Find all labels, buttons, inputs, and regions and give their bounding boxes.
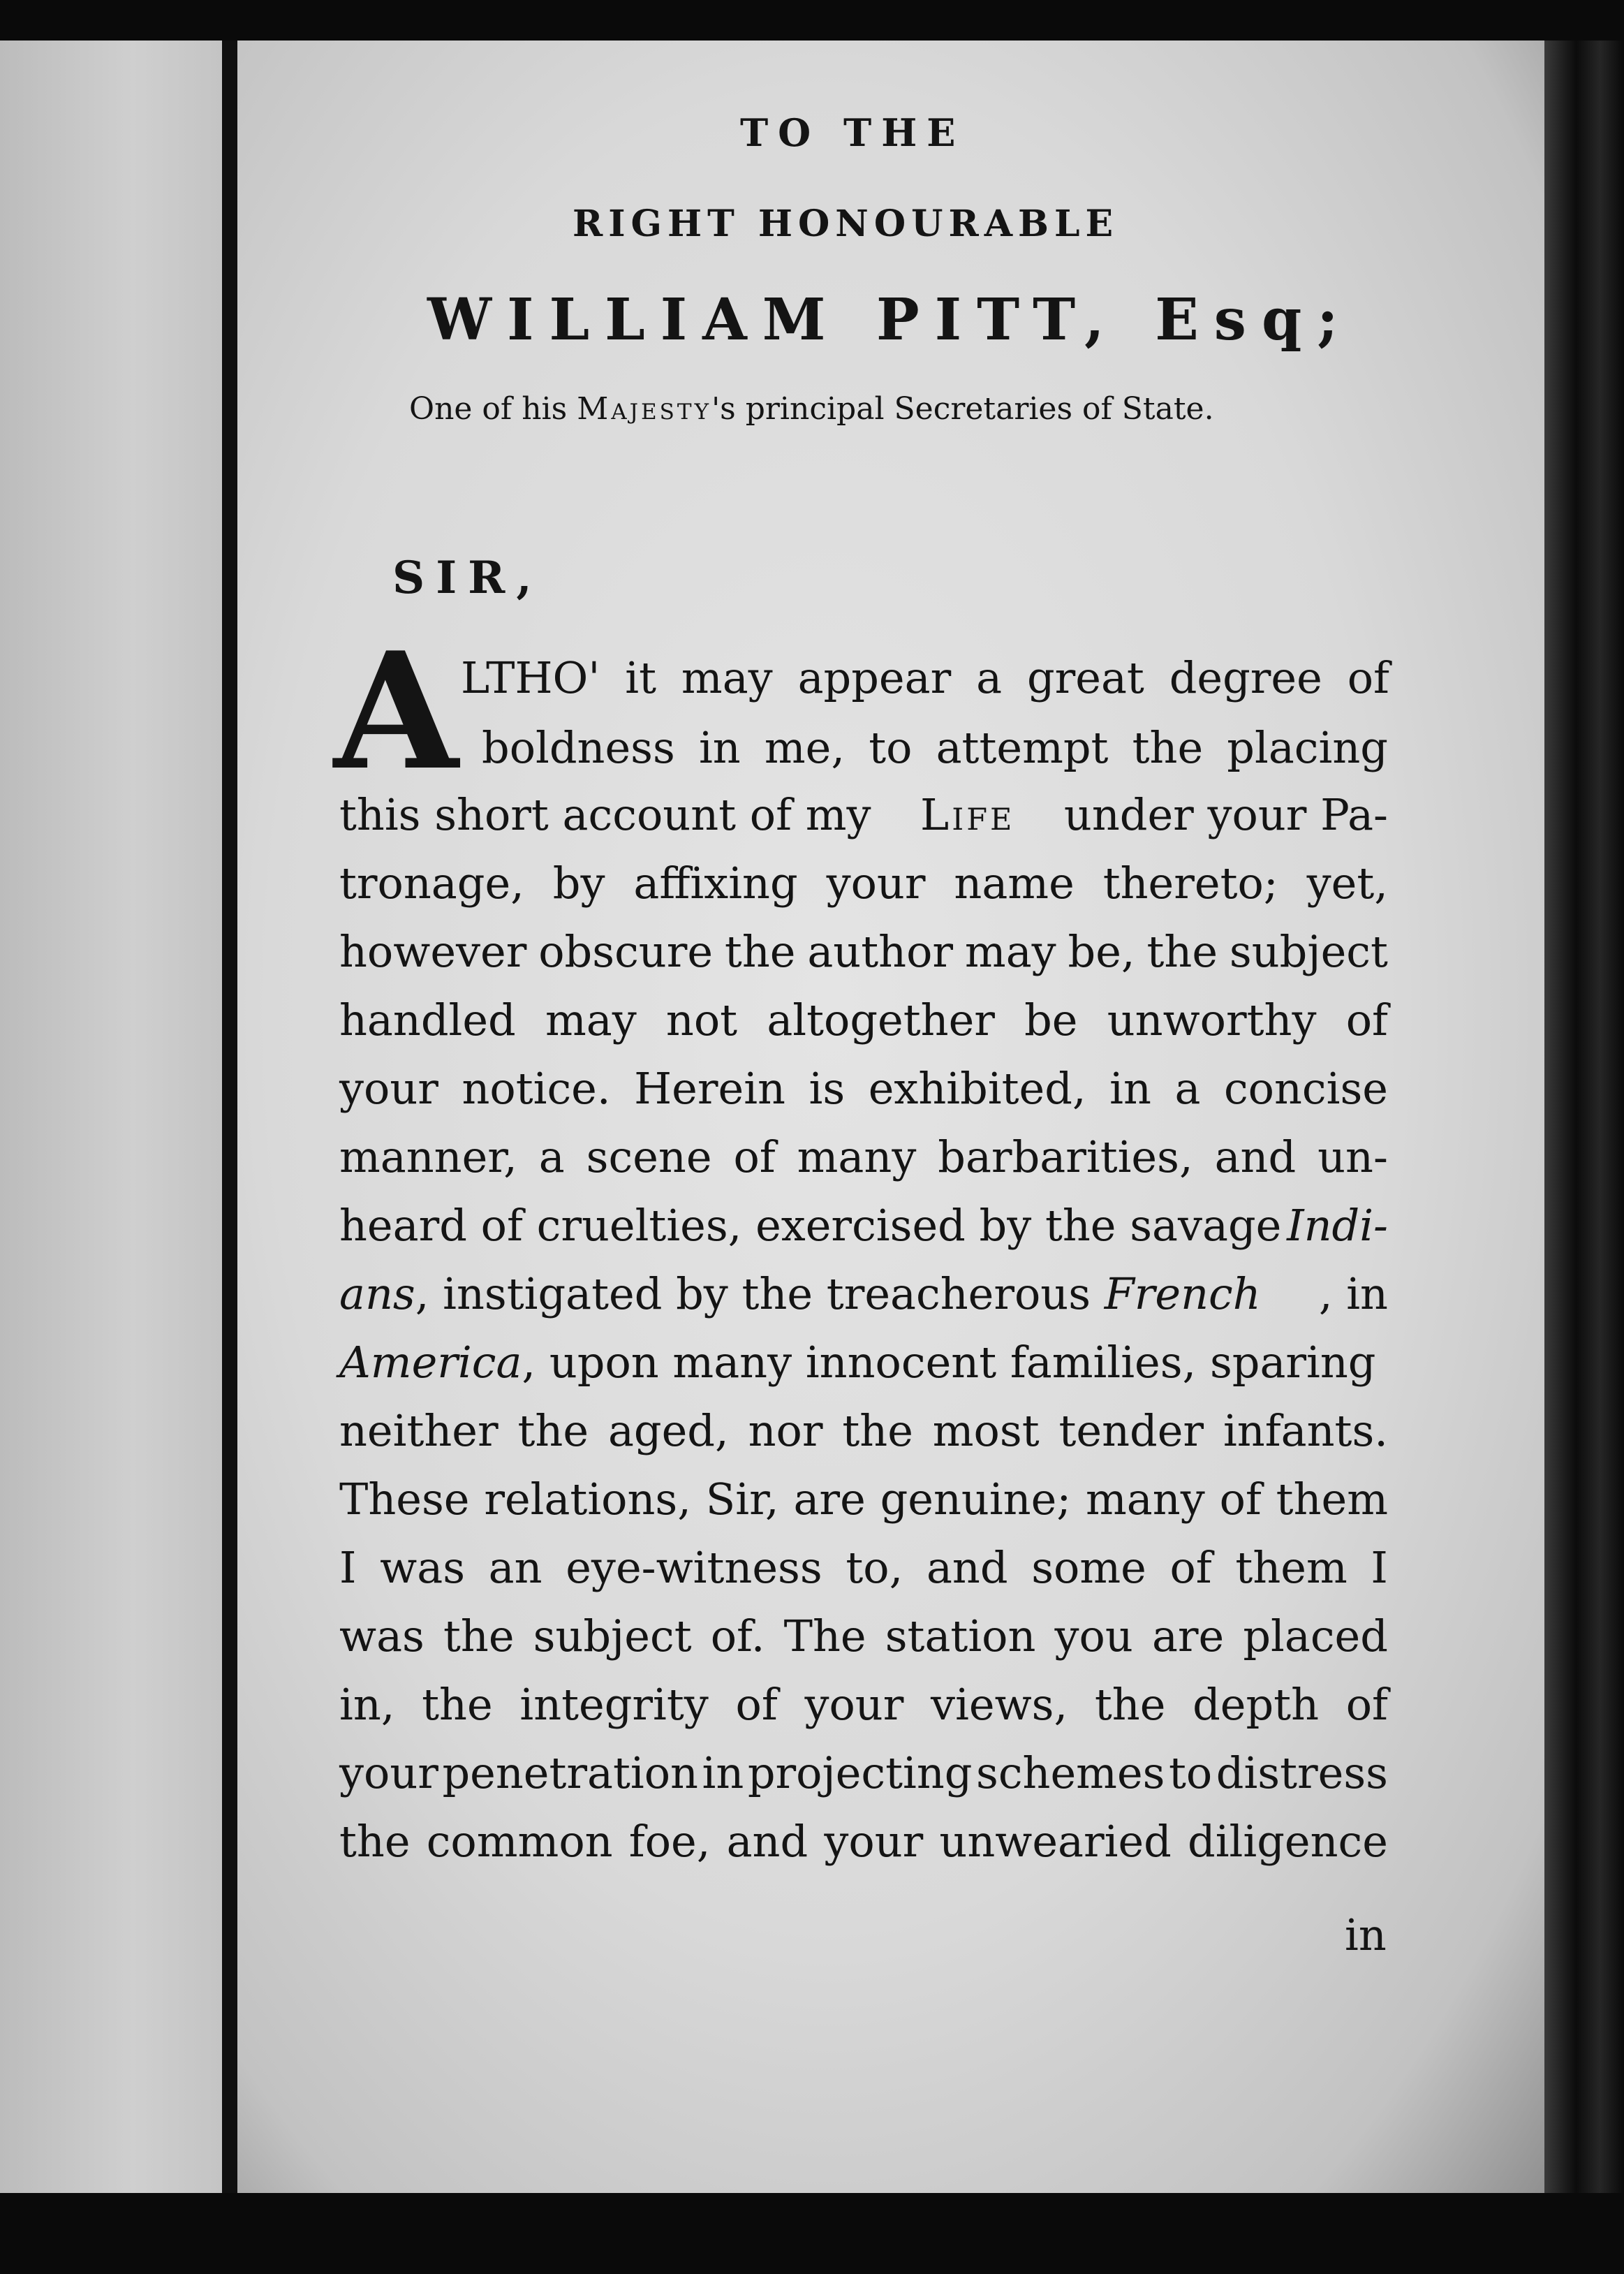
body-line-12: neither the aged, nor the most tender infants. xyxy=(339,1405,1388,1456)
body-line-11-post: , upon many innocent families, sparing xyxy=(522,1337,1376,1388)
body-line-3 xyxy=(339,789,1388,840)
page xyxy=(237,41,1550,2193)
body-line-7: your notice. Herein is exhibited, in a concise xyxy=(339,1063,1388,1114)
body-line-1: LTHO' it may appear a great degree of xyxy=(461,652,1389,703)
office-text-post: 's principal Secretaries of State. xyxy=(711,391,1214,427)
salutation: SIR, xyxy=(392,552,543,604)
body-line-5: however obscure the author may be, the subject xyxy=(339,926,1388,977)
body-line-10 xyxy=(339,1268,1388,1319)
body-line-10-post: , in xyxy=(1318,1268,1388,1319)
body-line-4: tronage, by affixing your name thereto; yet, xyxy=(339,858,1388,909)
body-line-9 xyxy=(339,1200,1388,1251)
body-line-13: These relations, Sir, are genuine; many of them xyxy=(339,1474,1388,1525)
body-line-3-post: under your Pa- xyxy=(1063,789,1388,840)
body-line-8: manner, a scene of many barbarities, and un- xyxy=(339,1131,1388,1182)
heading-to-the: TO THE xyxy=(740,110,966,155)
body-line-18: the common foe, and your unwearied diligence xyxy=(339,1816,1388,1867)
body-line-10-italic-1: ans xyxy=(339,1268,415,1319)
body-line-3-life: Life xyxy=(920,789,1015,840)
book-spine xyxy=(1544,41,1624,2193)
scan-border-top xyxy=(0,0,1624,41)
body-line-10-italic-2: French xyxy=(1104,1268,1261,1319)
body-line-9-italic: Indi- xyxy=(1287,1200,1388,1251)
body-line-11 xyxy=(339,1337,1388,1388)
office-text-majesty: Majesty xyxy=(577,391,712,427)
body-line-3-pre: this short account of my xyxy=(339,789,871,840)
body-line-11-italic: America xyxy=(339,1337,522,1388)
left-page-edge xyxy=(0,41,222,2193)
body-line-15: was the subject of. The station you are placed xyxy=(339,1611,1388,1662)
body-line-9-pre: heard of cruelties, exercised by the savage xyxy=(339,1200,1282,1251)
body-line-17: your penetration in projecting schemes to distress xyxy=(339,1747,1388,1798)
heading-right-honourable: RIGHT HONOURABLE xyxy=(573,203,1119,245)
catchword: in xyxy=(1345,1909,1387,1960)
page-gutter xyxy=(222,41,237,2193)
office-text-pre: One of his xyxy=(409,391,577,427)
heading-william-pitt: WILLIAM PITT, Esq; xyxy=(427,286,1354,353)
body-line-16: in, the integrity of your views, the depth of xyxy=(339,1679,1388,1730)
scan-border-bottom xyxy=(0,2193,1624,2274)
body-line-14: I was an eye-witness to, and some of them I xyxy=(339,1542,1388,1593)
heading-office xyxy=(409,391,1214,427)
body-line-6: handled may not altogether be unworthy of xyxy=(339,995,1388,1046)
drop-cap: A xyxy=(334,617,459,806)
body-line-10-mid: , instigated by the treacherous xyxy=(415,1268,1105,1319)
body-line-2: boldness in me, to attempt the placing xyxy=(482,722,1388,773)
